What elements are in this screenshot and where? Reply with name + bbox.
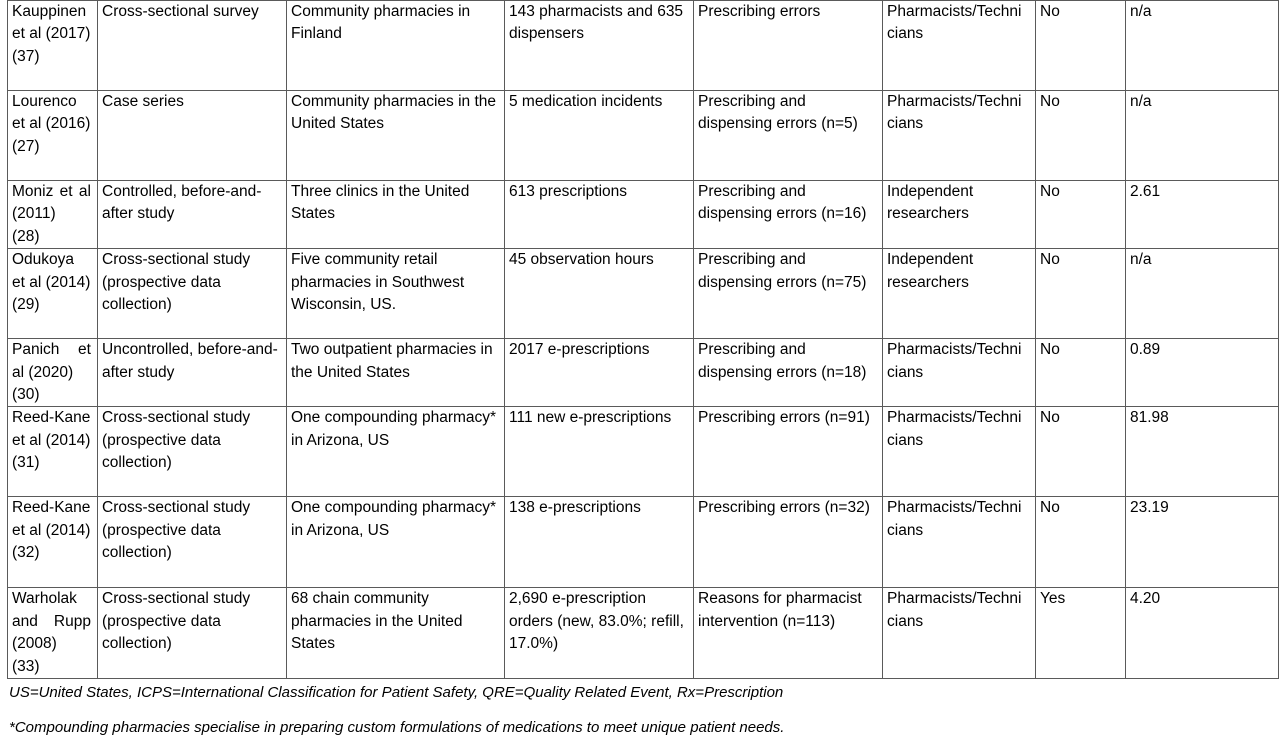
icps-cell: No	[1036, 497, 1126, 588]
study-reference-number: (27)	[12, 137, 40, 155]
study-cell	[8, 1, 98, 91]
table-row	[8, 249, 1279, 339]
error-type-cell: Prescribing and dispensing errors (n=16)	[694, 181, 883, 249]
setting-cell: One compounding pharmacy* in Arizona, US	[287, 407, 505, 497]
reporter-cell: Pharmacists/Technicians	[883, 588, 1036, 679]
study-citation: Odukoya et al (2014)	[12, 251, 91, 291]
study-reference-number: (32)	[12, 544, 40, 562]
study-cell	[8, 407, 98, 497]
error-rate-cell: 81.98	[1126, 407, 1279, 497]
error-type-cell: Prescribing and dispensing errors (n=18)	[694, 339, 883, 407]
error-type-cell: Prescribing errors	[694, 1, 883, 91]
study-cell	[8, 588, 98, 679]
study-reference-number: (33)	[12, 657, 40, 675]
study-citation: Reed-Kane et al (2014)	[12, 409, 91, 449]
setting-cell: Three clinics in the United States	[287, 181, 505, 249]
study-reference-number: (30)	[12, 386, 40, 404]
study-citation: Panich et al (2020)	[12, 341, 91, 381]
study-cell	[8, 249, 98, 339]
error-type-cell: Prescribing and dispensing errors (n=75)	[694, 249, 883, 339]
error-type-cell: Prescribing errors (n=32)	[694, 497, 883, 588]
error-rate-cell: 23.19	[1126, 497, 1279, 588]
table-row	[8, 1, 1279, 91]
icps-cell: No	[1036, 339, 1126, 407]
sample-size-cell: 5 medication incidents	[505, 91, 694, 181]
error-rate-cell: n/a	[1126, 1, 1279, 91]
design-cell: Uncontrolled, before-and-after study	[98, 339, 287, 407]
studies-table	[7, 0, 1279, 679]
error-type-cell: Prescribing and dispensing errors (n=5)	[694, 91, 883, 181]
study-reference-number: (29)	[12, 296, 40, 314]
reporter-cell: Pharmacists/Technicians	[883, 407, 1036, 497]
setting-cell: Community pharmacies in the United States	[287, 91, 505, 181]
study-cell	[8, 339, 98, 407]
design-cell: Cross-sectional study (prospective data collection)	[98, 497, 287, 588]
setting-cell: Two outpatient pharmacies in the United States	[287, 339, 505, 407]
sample-size-cell: 45 observation hours	[505, 249, 694, 339]
study-cell	[8, 181, 98, 249]
table-row	[8, 588, 1279, 679]
icps-cell: No	[1036, 181, 1126, 249]
study-reference-number: (28)	[12, 227, 40, 245]
compounding-footnote: *Compounding pharmacies specialise in preparing custom formulations of medications to meet unique patient needs.	[9, 719, 785, 736]
design-cell: Controlled, before-and-after study	[98, 181, 287, 249]
design-cell: Cross-sectional study (prospective data collection)	[98, 249, 287, 339]
table-row	[8, 91, 1279, 181]
sample-size-cell: 138 e-prescriptions	[505, 497, 694, 588]
reporter-cell: Pharmacists/Technicians	[883, 339, 1036, 407]
table-row	[8, 339, 1279, 407]
abbreviations-footnote: US=United States, ICPS=International Classification for Patient Safety, QRE=Quality Related Event, Rx=Prescription	[9, 684, 784, 701]
table-row	[8, 407, 1279, 497]
error-rate-cell: n/a	[1126, 91, 1279, 181]
reporter-cell: Independent researchers	[883, 181, 1036, 249]
design-cell: Cross-sectional study (prospective data collection)	[98, 588, 287, 679]
design-cell: Cross-sectional survey	[98, 1, 287, 91]
reporter-cell: Pharmacists/Technicians	[883, 497, 1036, 588]
sample-size-cell: 2,690 e-prescription orders (new, 83.0%; refill, 17.0%)	[505, 588, 694, 679]
error-rate-cell: 2.61	[1126, 181, 1279, 249]
reporter-cell: Pharmacists/Technicians	[883, 91, 1036, 181]
setting-cell: One compounding pharmacy* in Arizona, US	[287, 497, 505, 588]
study-citation: Kauppinen et al (2017)	[12, 3, 91, 43]
study-cell	[8, 91, 98, 181]
error-rate-cell: 0.89	[1126, 339, 1279, 407]
study-reference-number: (31)	[12, 454, 40, 472]
study-citation: Moniz et al (2011)	[12, 183, 91, 223]
table-row	[8, 497, 1279, 588]
setting-cell: 68 chain community pharmacies in the United States	[287, 588, 505, 679]
icps-cell: Yes	[1036, 588, 1126, 679]
icps-cell: No	[1036, 249, 1126, 339]
reporter-cell: Pharmacists/Technicians	[883, 1, 1036, 91]
study-cell	[8, 497, 98, 588]
reporter-cell: Independent researchers	[883, 249, 1036, 339]
error-type-cell: Reasons for pharmacist intervention (n=113)	[694, 588, 883, 679]
table-row	[8, 181, 1279, 249]
study-citation: Lourenco et al (2016)	[12, 93, 91, 133]
error-rate-cell: n/a	[1126, 249, 1279, 339]
setting-cell: Community pharmacies in Finland	[287, 1, 505, 91]
icps-cell: No	[1036, 407, 1126, 497]
sample-size-cell: 613 prescriptions	[505, 181, 694, 249]
sample-size-cell: 143 pharmacists and 635 dispensers	[505, 1, 694, 91]
sample-size-cell: 2017 e-prescriptions	[505, 339, 694, 407]
error-type-cell: Prescribing errors (n=91)	[694, 407, 883, 497]
error-rate-cell: 4.20	[1126, 588, 1279, 679]
study-citation: Warholak and Rupp (2008)	[12, 590, 91, 653]
design-cell: Case series	[98, 91, 287, 181]
icps-cell: No	[1036, 1, 1126, 91]
table-body	[8, 1, 1279, 679]
sample-size-cell: 111 new e-prescriptions	[505, 407, 694, 497]
design-cell: Cross-sectional study (prospective data collection)	[98, 407, 287, 497]
study-citation: Reed-Kane et al (2014)	[12, 499, 91, 539]
icps-cell: No	[1036, 91, 1126, 181]
study-reference-number: (37)	[12, 47, 40, 65]
setting-cell: Five community retail pharmacies in Southwest Wisconsin, US.	[287, 249, 505, 339]
